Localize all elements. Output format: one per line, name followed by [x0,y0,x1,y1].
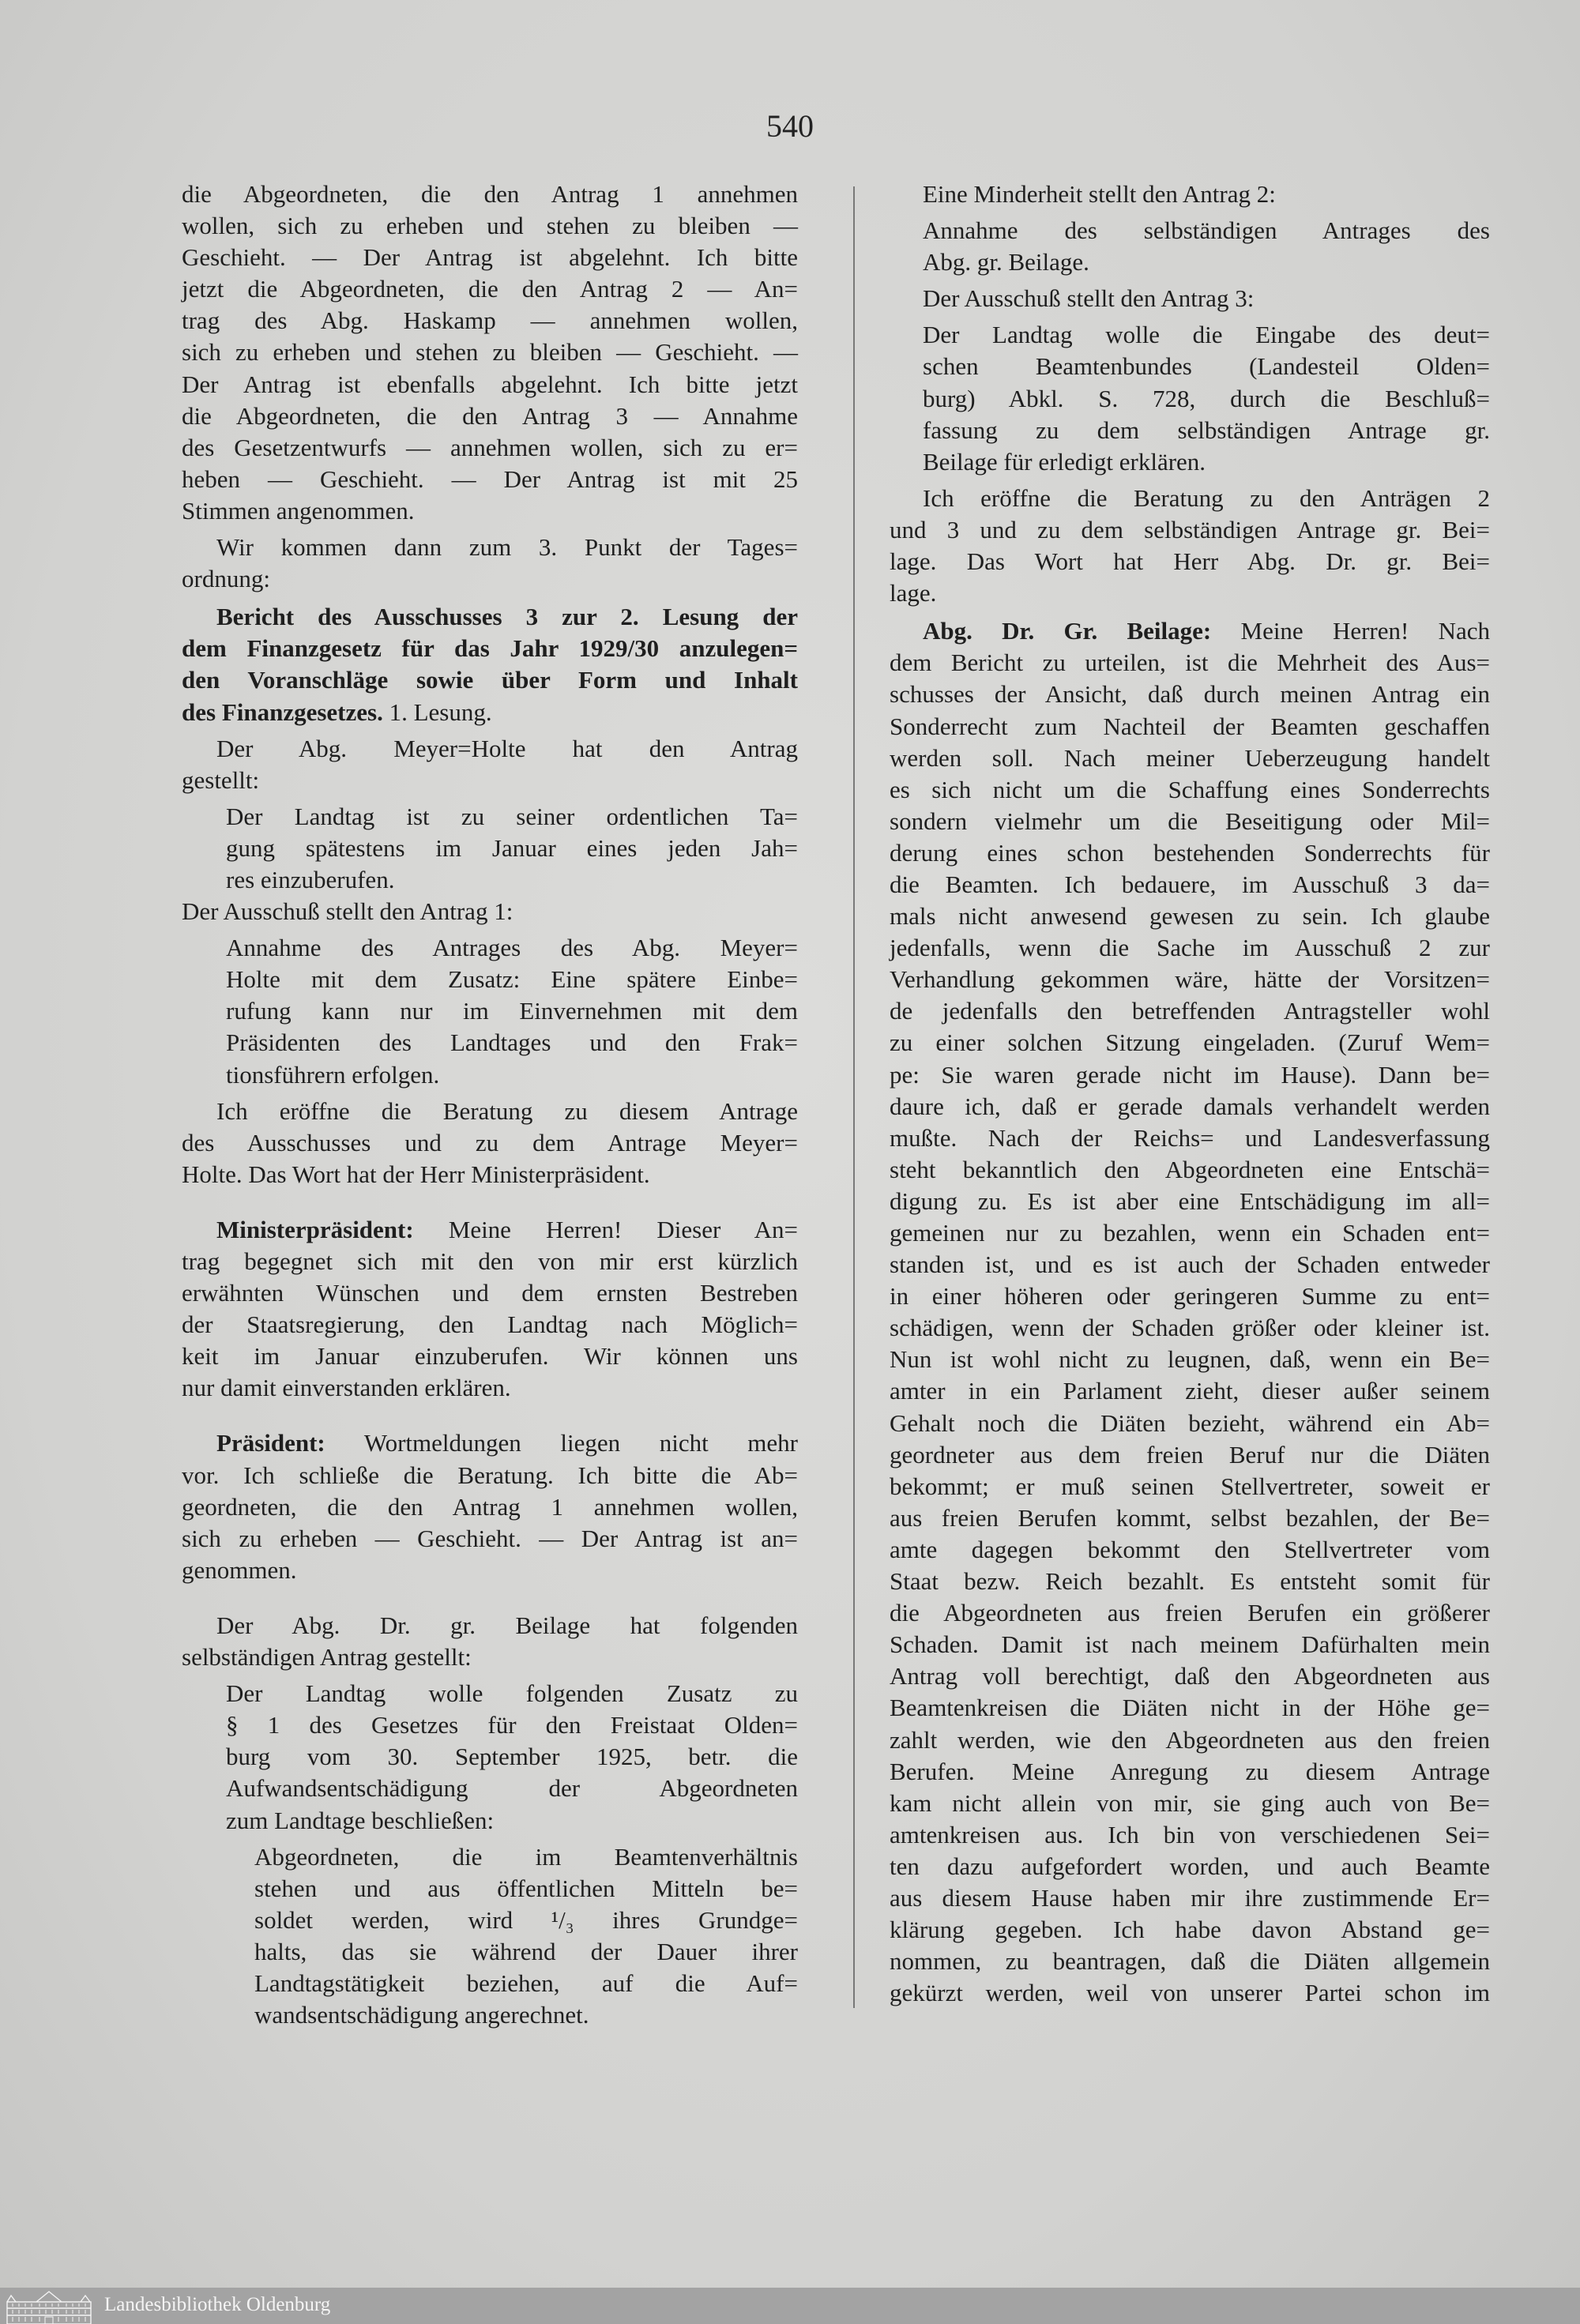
text-line [890,1629,1490,1660]
line-text: zu einer solchen Sitzung eingeladen. (Zuruf Wem= [890,1029,1490,1057]
line-text: in einer höheren oder geringeren Summe zu ent= [890,1282,1490,1311]
line-text: halts, das sie während der Dauer ihrer [254,1937,798,1965]
text-line [890,901,1490,932]
text-line [226,1027,798,1059]
text-line [890,1977,1490,2009]
text-line [182,1491,798,1523]
text-line [226,1741,798,1773]
text-line [182,532,798,563]
line-text: erwähnten Wünschen und dem ernsten Bestreben [182,1279,798,1307]
line-text: standen ist, und es ist auch der Schaden entweder [890,1250,1490,1279]
text-line [182,1309,798,1341]
text-line [890,483,1490,514]
line-text: gemeinen nur zu bezahlen, wenn ein Schaden ent= [890,1219,1490,1247]
text-line [254,1968,798,1999]
line-text: nur damit einverstanden erklären. [182,1374,511,1402]
text-line [890,1471,1490,1502]
text-line [182,210,798,242]
line-text: Schaden. Damit ist nach meinem Dafürhalten mein [890,1630,1490,1659]
text-line [923,215,1490,246]
text-line [254,1905,798,1936]
line-text: mals nicht anwesend gewesen zu sein. Ich glaube [890,902,1490,931]
motion-text [890,319,1490,477]
line-text: Holte. Das Wort hat der Herr Ministerpräsident. [182,1160,650,1188]
line-text: steht bekanntlich den Abgeordneten eine Entschä= [890,1155,1490,1183]
text-line [890,1344,1490,1375]
text-line [890,1946,1490,1977]
line-text: und 3 und zu dem selbständigen Antrage gr. Bei= [890,515,1490,543]
text-line [890,1280,1490,1312]
text-line [890,647,1490,679]
text-line [182,464,798,495]
text-line [890,1882,1490,1914]
text-line [182,1341,798,1372]
line-text: des Ausschusses und zu dem Antrage Meyer= [182,1128,798,1156]
line-text: Der Ausschuß stellt den Antrag 3: [923,284,1255,313]
text-line [890,1027,1490,1059]
text-line [890,995,1490,1027]
paragraph [890,283,1490,314]
line-text: Der Ausschuß stellt den Antrag 1: [182,897,514,926]
line-text: Staat bezw. Reich bezahlt. Es entsteht somit für [890,1567,1490,1596]
motion-text [182,932,798,1090]
text-line [182,733,798,765]
text-line [923,319,1490,351]
text-line [890,1375,1490,1407]
text-line [226,1773,798,1804]
line-text: Ich eröffne die Beratung zu den Anträgen 2 [923,483,1490,512]
text-line [182,664,798,696]
text-line [182,697,798,728]
line-text: geordneten, die den Antrag 1 annehmen wollen, [182,1492,798,1521]
text-line [890,1692,1490,1724]
footer-bar [0,2288,1580,2324]
text-line [226,801,798,833]
line-text: Beilage für erledigt erklären. [923,447,1206,476]
text-line [923,351,1490,382]
text-line [890,1597,1490,1629]
line-text: zahlt werden, wie den Abgeordneten aus den freien [890,1725,1490,1754]
text-line [890,1312,1490,1344]
line-text: Meine Herren! Nach [1240,617,1490,645]
line-text: geordneter aus dem freien Beruf nur die Diäten [890,1440,1490,1468]
line-text: Geschieht. — Der Antrag ist abgelehnt. Ich bitte [182,243,798,272]
page-number: 540 [766,108,814,144]
text-line [890,932,1490,964]
text-line [890,964,1490,995]
text-line [890,577,1490,609]
paragraph [182,179,798,527]
line-text: Annahme des Antrages des Abg. Meyer= [226,934,798,962]
text-line [923,446,1490,478]
text-line [890,546,1490,577]
text-line [182,601,798,633]
reading-label: 1. Lesung. [389,698,492,726]
line-text: zum Landtage beschließen: [226,1806,495,1834]
line-text: Sonderrecht zum Nachteil der Beamten geschaffen [890,712,1490,740]
paragraph [890,179,1490,210]
speaker-name: Präsident: [216,1429,325,1457]
text-line [890,615,1490,647]
line-text: res einzuberufen. [226,865,395,893]
text-line [890,743,1490,774]
line-text: klärung gegeben. Ich habe davon Abstand ge= [890,1916,1490,1944]
line-text: Wir kommen dann zum 3. Punkt der Tages= [216,533,798,562]
text-line [226,864,798,896]
line-text: stehen und aus öffentlichen Mitteln be= [254,1874,798,1902]
line-text: der Staatsregierung, den Landtag nach Möglich= [182,1311,798,1339]
line-text: Präsidenten des Landtages und den Frak= [226,1029,798,1057]
text-line [890,1756,1490,1788]
text-line [182,273,798,305]
line-text: Aufwandsentschädigung der Abgeordneten [226,1774,798,1803]
line-text: Beamtenkreisen die Diäten nicht in der Höhe ge= [890,1694,1490,1722]
text-line [226,932,798,964]
line-text: kam nicht allein von mir, sie ging auch von Be= [890,1788,1490,1817]
text-line [890,806,1490,837]
text-line [890,1851,1490,1882]
text-line [890,1091,1490,1123]
text-line [182,305,798,337]
line-text: aus freien Berufen kommt, selbst bezahlen, der Be= [890,1503,1490,1532]
line-text: ordnung: [182,565,270,593]
paragraph [182,1096,798,1190]
line-text: des Finanzgesetzes. [182,698,383,726]
text-line [226,1678,798,1709]
text-line [226,1059,798,1091]
line-text: derung eines schon bestehenden Sonderrechts für [890,838,1490,867]
text-line [890,1724,1490,1756]
text-line [254,1873,798,1905]
line-text: aus diesem Hause haben mir ihre zustimmende Er= [890,1883,1490,1912]
text-line [890,711,1490,743]
text-line [890,1123,1490,1154]
line-text: lage. Das Wort hat Herr Abg. Dr. gr. Bei= [890,547,1490,576]
motion-text [182,801,798,896]
text-line [182,1246,798,1277]
text-line [182,179,798,210]
line-text: vor. Ich schließe die Beratung. Ich bitte die Ab= [182,1461,798,1489]
line-text: Der Landtag wolle die Eingabe des deut= [923,321,1490,349]
text-line [890,679,1490,710]
text-line [890,1217,1490,1249]
text-line [182,1372,798,1404]
text-line [182,400,798,432]
text-line [182,1427,798,1459]
agenda-heading [182,601,798,728]
line-text: Der Landtag ist zu seiner ordentlichen Ta= [226,802,798,830]
right-column [890,179,1490,2009]
text-line [182,1460,798,1491]
line-text: Verhandlung gekommen wäre, hätte der Vorsitzen= [890,965,1490,994]
text-line [890,179,1490,210]
line-text: sich zu erheben und stehen zu bleiben — Geschieht. — [182,338,798,367]
text-line [182,1127,798,1159]
line-text: Landtagstätigkeit beziehen, auf die Auf= [254,1969,798,1997]
paragraph [890,483,1490,609]
line-text: es sich nicht um die Schaffung eines Sonderrechts [890,775,1490,803]
text-line [182,369,798,400]
motion-text [890,215,1490,278]
text-line [226,833,798,864]
line-text: ten dazu aufgefordert worden, und auch Beamte [890,1852,1490,1880]
text-line [890,1660,1490,1692]
library-name: Landesbibliothek Oldenburg [104,2294,331,2315]
text-line [182,1096,798,1127]
line-text: Berufen. Meine Anregung zu diesem Antrage [890,1757,1490,1785]
text-line [182,432,798,464]
paragraph [182,733,798,796]
line-text: rufung kann nur im Einvernehmen mit dem [226,997,798,1025]
line-text: Ich eröffne die Beratung zu diesem Antrage [216,1096,798,1125]
line-text: jetzt die Abgeordneten, die den Antrag 2 — An= [182,275,798,303]
text-line [182,765,798,796]
line-text: Stimmen angenommen. [182,496,415,525]
text-line [890,283,1490,314]
left-column [182,179,798,2031]
line-text: amte dagegen bekommt den Stellvertreter vom [890,1535,1490,1563]
text-line [890,1566,1490,1597]
speech-paragraph [182,1427,798,1585]
line-text: burg vom 30. September 1925, betr. die [226,1743,798,1771]
line-text: mußte. Nach der Reichs= und Landesverfassung [890,1123,1490,1152]
line-text: soldet werden, wird ¹/₃ ihres Grundge= [254,1905,798,1934]
line-text: trag des Abg. Haskamp — annehmen wollen, [182,306,798,335]
text-line [254,1841,798,1873]
line-text: burg) Abkl. S. 728, durch die Beschluß= [923,384,1490,412]
text-line [182,1523,798,1555]
line-text: schen Beamtenbundes (Landesteil Olden= [923,352,1490,381]
line-text: wollen, sich zu erheben und stehen zu bleiben — [182,212,798,240]
text-line [890,1408,1490,1439]
line-text: dem Bericht zu urteilen, ist die Mehrheit des Aus= [890,649,1490,677]
line-text: Nun ist wohl nicht zu leugnen, daß, wenn ein Be= [890,1345,1490,1374]
line-text: digung zu. Es ist aber eine Entschädigung im all= [890,1186,1490,1215]
paragraph [182,896,798,927]
text-line [182,495,798,527]
line-text: dem Finanzgesetz für das Jahr 1929/30 anzulegen= [182,634,798,663]
line-text: genommen. [182,1555,297,1584]
text-line [890,1788,1490,1819]
line-text: keit im Januar einzuberufen. Wir können uns [182,1342,798,1371]
text-line [226,1709,798,1741]
speech-paragraph [182,1214,798,1405]
text-line [182,1159,798,1190]
line-text: selbständigen Antrag gestellt: [182,1643,472,1672]
paragraph [182,532,798,595]
column-divider [853,186,855,2008]
text-line [890,869,1490,901]
text-line [182,1610,798,1641]
text-line [890,1502,1490,1534]
text-line [182,1277,798,1309]
text-line [182,242,798,273]
text-line [890,774,1490,806]
line-text: lage. [890,579,937,607]
text-line [226,995,798,1027]
line-text: Abg. gr. Beilage. [923,248,1089,276]
line-text: tionsführern erfolgen. [226,1060,440,1089]
text-line [182,1641,798,1673]
line-text: sich zu erheben — Geschieht. — Der Antrag ist an= [182,1524,798,1552]
line-text: gestellt: [182,765,260,794]
line-text: die Beamten. Ich bedauere, im Ausschuß 3 da= [890,870,1490,898]
line-text: Holte mit dem Zusatz: Eine spätere Einbe= [226,965,798,994]
line-text: Eine Minderheit stellt den Antrag 2: [923,180,1276,208]
text-line [254,1999,798,2031]
line-text: gekürzt werden, weil von unserer Partei schon im [890,1979,1490,2007]
text-line [890,1186,1490,1217]
line-text: Wortmeldungen liegen nicht mehr [363,1429,798,1457]
line-text: amtenkreisen aus. Ich bin von verschiedenen Sei= [890,1820,1490,1848]
line-text: Gehalt noch die Diäten bezieht, während ein Ab= [890,1408,1490,1437]
text-line [182,1214,798,1246]
line-text: daure ich, daß er gerade damals verhandelt werden [890,1092,1490,1120]
line-text: Annahme des selbständigen Antrages des [923,216,1490,245]
line-text: die Abgeordneten, die den Antrag 1 annehmen [182,180,798,208]
line-text: sondern vielmehr um die Beseitigung oder Mil= [890,807,1490,835]
line-text: den Voranschläge sowie über Form und Inhalt [182,666,798,694]
line-text: Abgeordneten, die im Beamtenverhältnis [254,1842,798,1871]
text-line [890,514,1490,546]
text-line [890,1819,1490,1851]
speaker-name: Ministerpräsident: [216,1215,414,1243]
line-text: Der Landtag wolle folgenden Zusatz zu [226,1679,798,1708]
text-line [890,1059,1490,1091]
line-text: die Abgeordneten, die den Antrag 3 — Annahme [182,401,798,430]
line-text: pe: Sie waren gerade nicht im Hause). Dann be= [890,1060,1490,1089]
text-line [226,964,798,995]
line-text: schusses der Ansicht, daß durch meinen Antrag ein [890,680,1490,709]
speaker-name: Abg. Dr. Gr. Beilage: [923,617,1212,645]
line-text: gung spätestens im Januar eines jeden Jah= [226,833,798,862]
text-line [923,383,1490,415]
line-text: fassung zu dem selbständigen Antrage gr. [923,416,1490,444]
motion-text [182,1678,798,1836]
text-line [890,1249,1490,1280]
text-line [890,1154,1490,1186]
line-text: de jedenfalls den betreffenden Antragsteller wohl [890,997,1490,1025]
text-line [890,1914,1490,1946]
line-text: Bericht des Ausschusses 3 zur 2. Lesung der [216,603,798,631]
library-building-icon [5,2289,93,2324]
motion-text [182,1841,798,2032]
text-line [182,633,798,664]
line-text: Der Abg. Meyer=Holte hat den Antrag [216,734,798,762]
line-text: die Abgeordneten aus freien Berufen ein größerer [890,1599,1490,1627]
text-line [254,1936,798,1968]
line-text: wandsentschädigung angerechnet. [254,2001,589,2029]
line-text: des Gesetzentwurfs — annehmen wollen, sich zu er= [182,433,798,461]
line-text: jedenfalls, wenn die Sache im Ausschuß 2 zur [890,934,1490,962]
text-line [923,415,1490,446]
text-line [890,837,1490,869]
text-line [923,246,1490,278]
text-line [890,1534,1490,1566]
line-text: § 1 des Gesetzes für den Freistaat Olden= [226,1711,798,1739]
line-text: Der Abg. Dr. gr. Beilage hat folgenden [216,1611,798,1639]
line-text: heben — Geschieht. — Der Antrag ist mit 25 [182,464,798,493]
text-line [182,1555,798,1586]
text-line [182,563,798,595]
line-text: werden soll. Nach meiner Ueberzeugung handelt [890,743,1490,772]
line-text: bekommt; er muß seinen Stellvertreter, soweit er [890,1472,1490,1500]
text-line [182,337,798,368]
line-text: schädigen, wenn der Schaden größer oder kleiner ist. [890,1314,1490,1342]
text-line [226,1805,798,1837]
line-text: Der Antrag ist ebenfalls abgelehnt. Ich bitte jetzt [182,370,798,398]
text-line [182,896,798,927]
line-text: trag begegnet sich mit den von mir erst kürzlich [182,1247,798,1275]
text-line [890,1439,1490,1471]
line-text: amter in ein Parlament zieht, dieser außer seinem [890,1377,1490,1405]
line-text: Antrag voll berechtigt, daß den Abgeordneten aus [890,1662,1490,1690]
line-text: nommen, zu beantragen, daß die Diäten allgemein [890,1947,1490,1976]
speech-paragraph [890,615,1490,2009]
line-text: Meine Herren! Dieser An= [448,1215,799,1243]
paragraph [182,1610,798,1673]
